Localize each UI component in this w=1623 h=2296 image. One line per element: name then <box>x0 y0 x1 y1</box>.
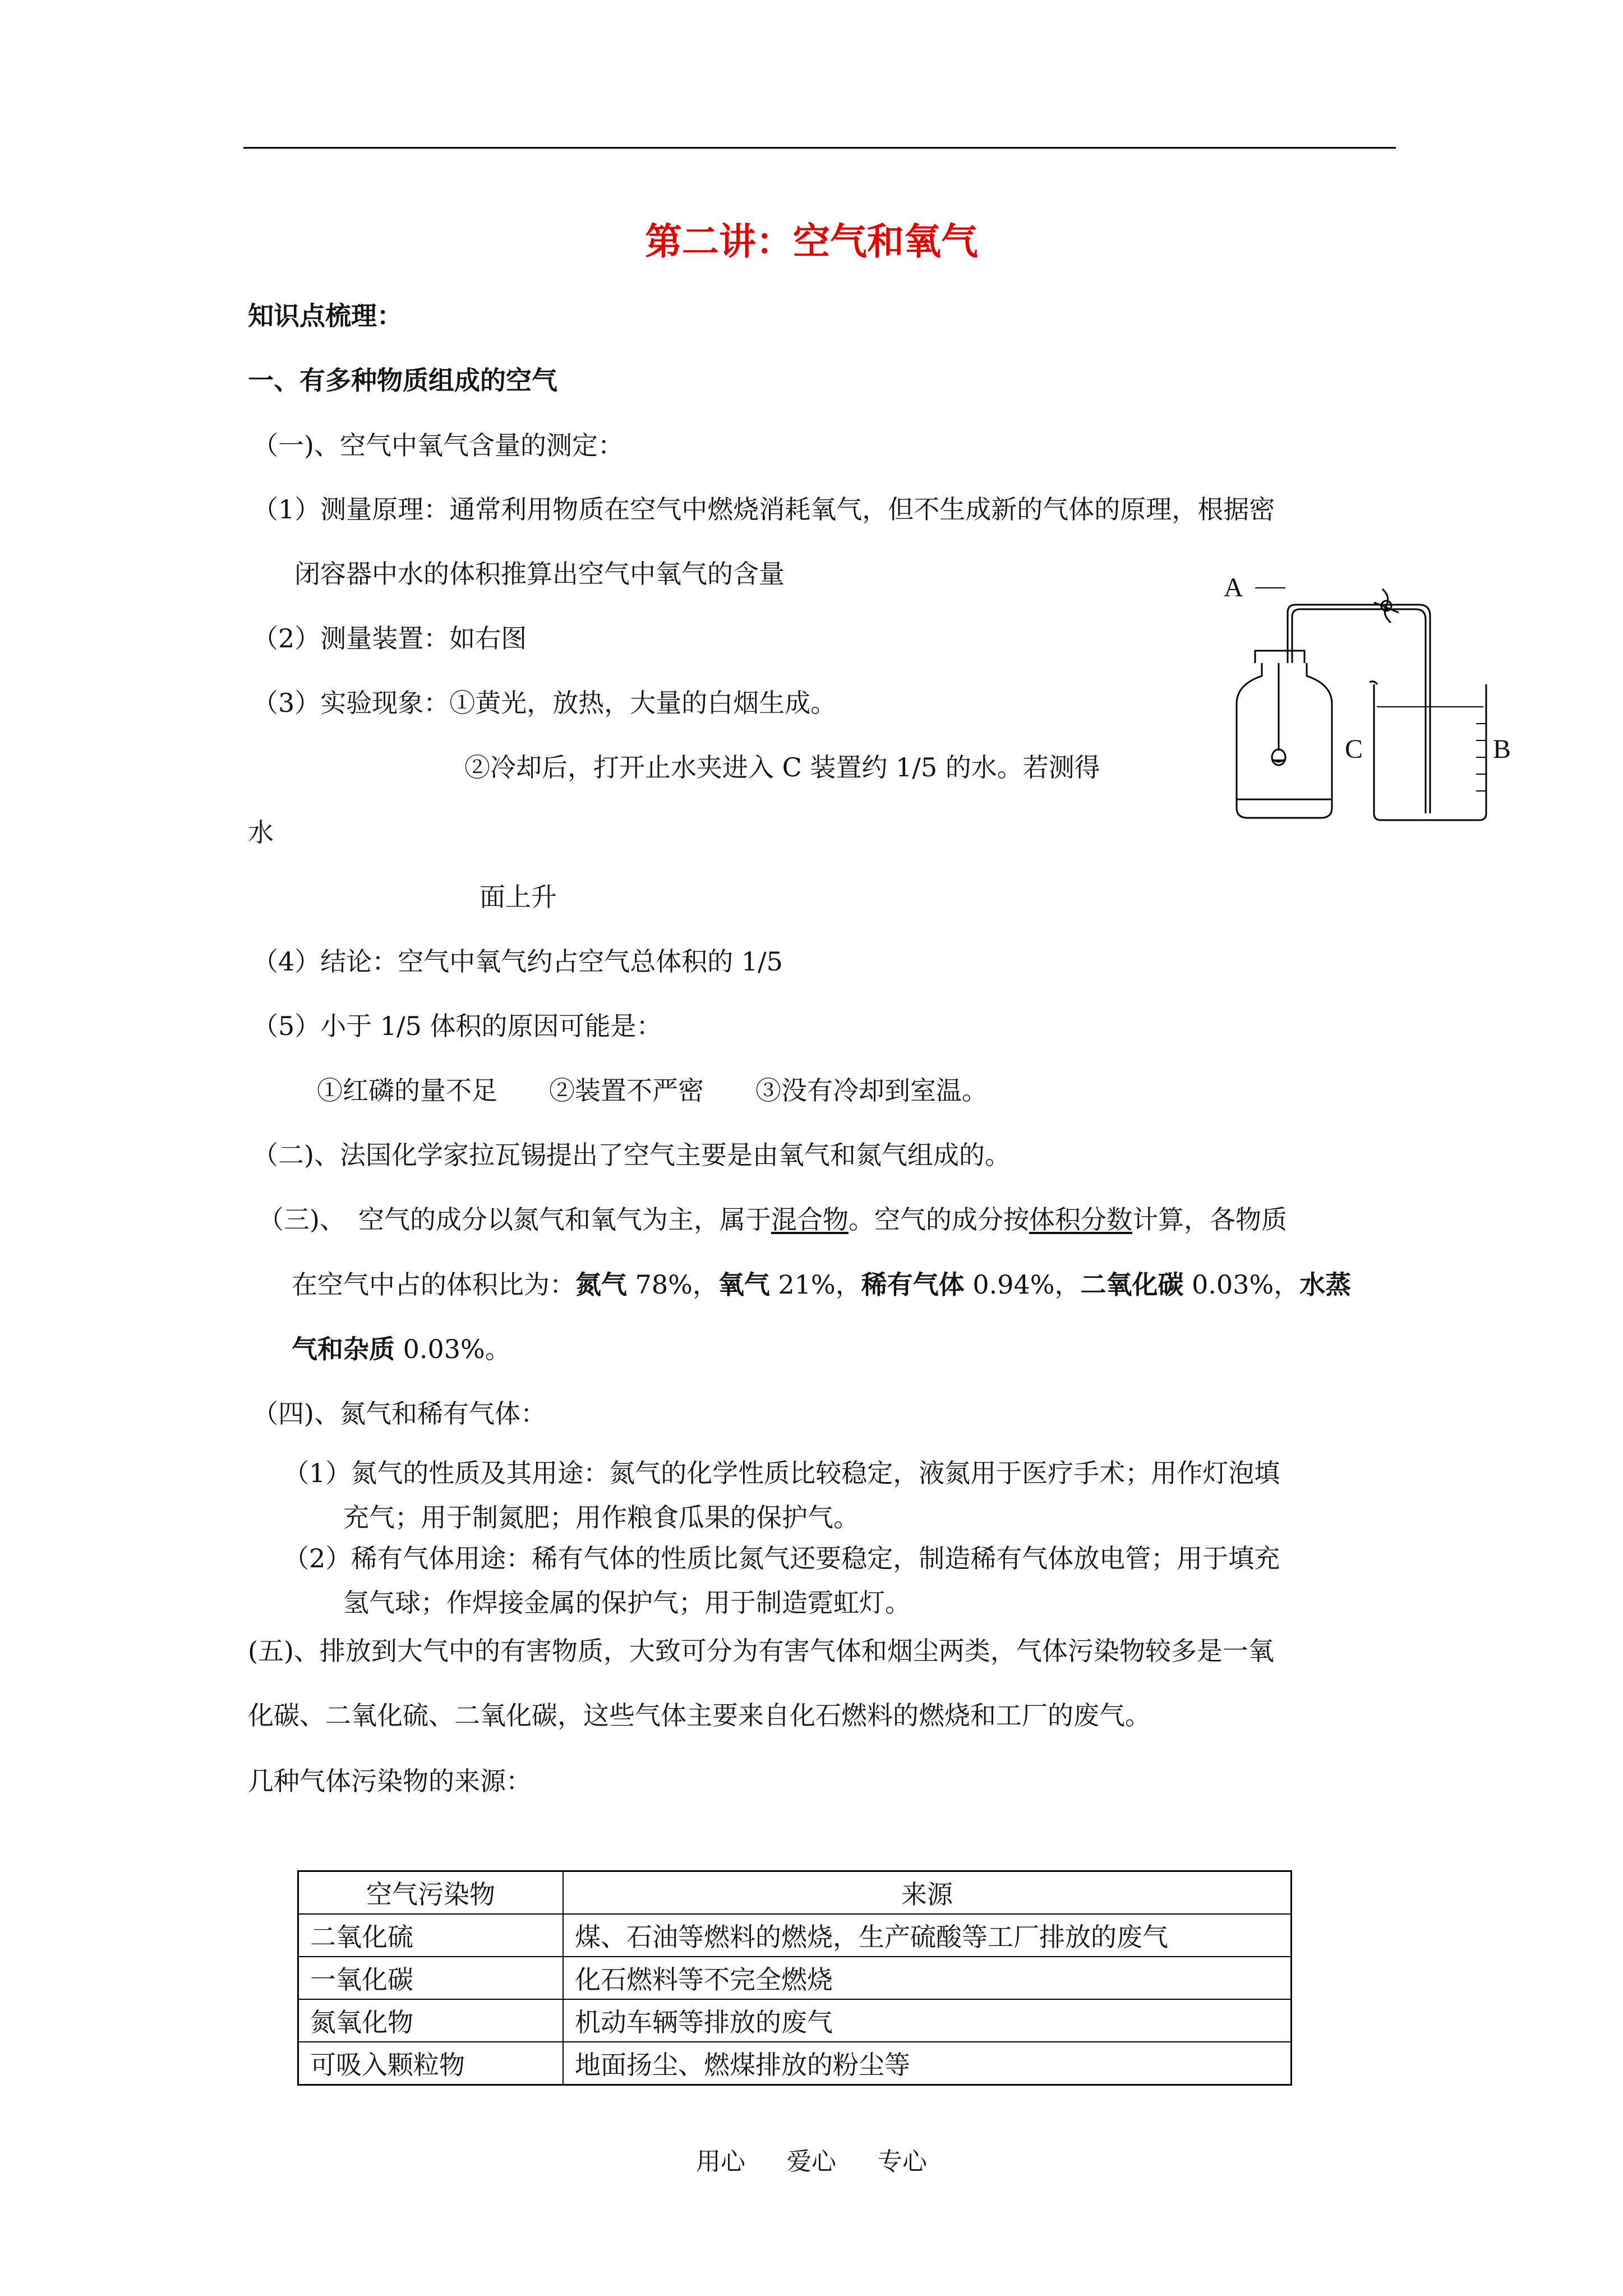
table-row <box>298 1914 1292 1957</box>
noble-gas-label: 稀有气体 <box>861 1269 965 1300</box>
table-cell: 煤、石油等燃料的燃烧，生产硫酸等工厂排放的废气 <box>563 1914 1292 1957</box>
table-cell: 可吸入颗粒物 <box>298 2042 564 2085</box>
subsection-2: （二)、法国化学家拉瓦锡提出了空气主要是由氧气和氮气组成的。 <box>252 1140 1011 1170</box>
table-cell: 二氧化硫 <box>298 1914 564 1957</box>
table-cell: 化石燃料等不完全燃烧 <box>563 1957 1292 1999</box>
composition-text: 计算，各物质 <box>1132 1204 1287 1235</box>
nitrogen-label: 氮气 <box>575 1269 627 1300</box>
composition-line-1 <box>258 1204 1287 1235</box>
composition-line-3 <box>292 1333 511 1365</box>
header-rule <box>243 147 1396 149</box>
pollutant-sources-table <box>297 1870 1292 2086</box>
apparatus-drawing <box>1223 572 1548 830</box>
table-header: 空气污染物 <box>298 1871 564 1915</box>
subsection-4-heading: （四)、氮气和稀有气体： <box>252 1398 546 1429</box>
table-cell: 一氧化碳 <box>298 1957 564 1999</box>
nitrogen-use-line-1: （1）氮气的性质及其用途：氮气的化学性质比较稳定，液氮用于医疗手术；用作灯泡填 <box>283 1458 1280 1488</box>
pollutant-line-2: 化碳、二氧化硫、二氧化碳，这些气体主要来自化石燃料的燃烧和工厂的废气。 <box>248 1700 1151 1731</box>
composition-text: 。空气的成分按 <box>848 1204 1029 1235</box>
table-header-row <box>298 1871 1292 1915</box>
apparatus-figure <box>1223 572 1548 830</box>
table-cell: 机动车辆等排放的废气 <box>563 1999 1292 2042</box>
device-line: （2）测量装置：如右图 <box>252 623 527 654</box>
phenomenon-line-3: 水 <box>248 817 274 848</box>
mixture-term: 混合物 <box>771 1204 849 1235</box>
table-cell: 地面扬尘、燃煤排放的粉尘等 <box>563 2042 1292 2085</box>
pollutant-line-1: (五)、排放到大气中的有害物质，大致可分为有害气体和烟尘两类，气体污染物较多是一氧 <box>248 1636 1274 1666</box>
table-header: 来源 <box>563 1871 1292 1915</box>
nitrogen-use-line-2: 充气；用于制氮肥；用作粮食瓜果的保护气。 <box>343 1502 859 1533</box>
page-title: 第二讲：空气和氧气 <box>645 219 978 263</box>
connecting-tube <box>1288 605 1430 813</box>
part1-heading: 一、有多种物质组成的空气 <box>248 365 557 395</box>
principle-line-1: （1）测量原理：通常利用物质在空气中燃烧消耗氧气，但不生成新的气体的原理，根据密 <box>252 494 1275 524</box>
noble-gas-value: 0.94%， <box>964 1269 1081 1300</box>
reasons-list: ①红磷的量不足 ②装置不严密 ③没有冷却到室温。 <box>317 1075 988 1106</box>
co2-value: 0.03%， <box>1183 1269 1300 1300</box>
sources-intro: 几种气体污染物的来源： <box>248 1766 532 1796</box>
page-footer: 用心 爱心 专心 <box>696 2147 927 2176</box>
volume-fraction-term: 体积分数 <box>1029 1204 1132 1235</box>
noble-gas-use-line-1: （2）稀有气体用途：稀有气体的性质比氮气还要稳定，制造稀有气体放电管；用于填充 <box>283 1543 1280 1573</box>
phenomenon-line-1: （3）实验现象：①黄光，放热，大量的白烟生成。 <box>252 688 837 718</box>
noble-gas-use-line-2: 氢气球；作焊接金属的保护气；用于制造霓虹灯。 <box>343 1588 911 1618</box>
composition-text: 在空气中占的体积比为： <box>292 1269 575 1300</box>
phenomenon-line-4: 面上升 <box>479 882 557 912</box>
label-a: A <box>1224 573 1243 602</box>
table-row <box>298 1999 1292 2042</box>
oxygen-value: 21%， <box>769 1269 861 1300</box>
co2-label: 二氧化碳 <box>1080 1269 1184 1300</box>
jar-stopper <box>1255 651 1304 663</box>
subsection-1-heading: （一)、空气中氧气含量的测定： <box>252 430 624 461</box>
composition-text: （三)、 空气的成分以氮气和氧气为主，属于 <box>258 1204 771 1235</box>
table-row <box>298 1957 1292 1999</box>
table-cell: 氮氧化物 <box>298 1999 564 2042</box>
reasons-heading: （5）小于 1/5 体积的原因可能是： <box>252 1011 662 1041</box>
composition-line-2 <box>292 1269 1351 1300</box>
jar-outline <box>1237 663 1332 818</box>
nitrogen-value: 78%， <box>627 1269 718 1300</box>
water-vapor-value: 0.03%。 <box>395 1334 511 1364</box>
combustion-spoon <box>1272 749 1285 765</box>
water-vapor-label-cont: 气和杂质 <box>292 1334 395 1364</box>
conclusion-line: （4）结论：空气中氧气约占空气总体积的 1/5 <box>252 946 783 977</box>
table-row <box>298 2042 1292 2085</box>
water-vapor-label: 水蒸 <box>1299 1269 1352 1300</box>
review-heading: 知识点梳理： <box>248 301 403 331</box>
label-c: C <box>1345 734 1363 764</box>
principle-line-2: 闭容器中水的体积推算出空气中氧气的含量 <box>294 559 785 589</box>
label-b: B <box>1493 734 1511 764</box>
oxygen-label: 氧气 <box>718 1269 770 1300</box>
phenomenon-line-2: ②冷却后，打开止水夹进入 C 装置约 1/5 的水。若测得 <box>464 752 1100 783</box>
